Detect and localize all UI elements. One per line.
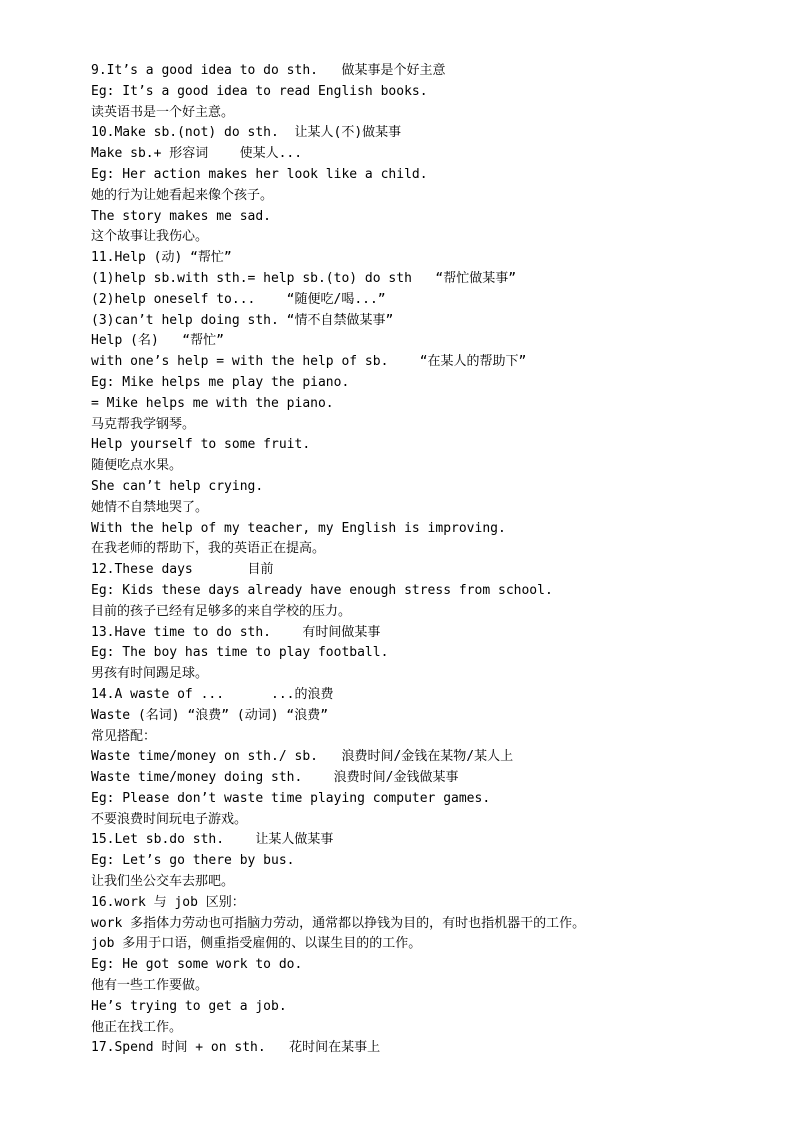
text-line: Waste (名词) “浪费” (动词) “浪费” [91,707,329,723]
text-line: Eg: Let’s go there by bus. [91,853,295,869]
text-line: 15.Let sb.do sth. 让某人做某事 [91,832,334,848]
text-line: 随便吃点水果。 [91,458,183,474]
text-line: 13.Have time to do sth. 有时间做某事 [91,624,381,640]
text-line: 10.Make sb.(not) do sth. 让某人(不)做某事 [91,125,402,141]
text-line: Eg: He got some work to do. [91,957,303,973]
text-line: job 多用于口语，侧重指受雇佣的、以谋生目的的工作。 [91,936,422,952]
text-line: with one’s help = with the help of sb. “在某人的帮助下” [91,354,527,370]
text-line: 9.It’s a good idea to do sth. 做某事是个好主意 [91,63,446,78]
text-line: Eg: Her action makes her look like a child. [91,166,428,182]
text-line: Help yourself to some fruit. [91,437,311,453]
text-line: 不要浪费时间玩电子游戏。 [91,811,248,827]
text-line: 让我们坐公交车去那吧。 [91,874,235,890]
text-line: 常见搭配： [91,728,157,744]
text-line: 在我老师的帮助下，我的英语正在提高。 [91,541,326,557]
text-line: Help (名) “帮忙” [91,333,224,349]
text-line: = Mike helps me with the piano. [91,395,334,411]
text-line: Make sb.+ 形容词 使某人... [91,146,303,162]
text-line: 他有一些工作要做。 [91,978,209,994]
text-line: 12.These days 目前 [91,562,274,578]
text-line: 她情不自禁地哭了。 [91,499,209,515]
text-line: 16.work 与 job 区别： [91,894,245,910]
text-line: (3)can’t help doing sth. “情不自禁做某事” [91,312,394,328]
text-line: 男孩有时间踢足球。 [91,666,209,682]
text-line: (1)help sb.with sth.= help sb.(to) do sth “帮忙做某事” [91,270,517,286]
text-line: 14.A waste of ... ...的浪费 [91,686,334,702]
text-line: 11.Help (动) “帮忙” [91,250,232,266]
text-line: 马克帮我学钢琴。 [91,416,196,432]
text-line: 读英语书是一个好主意。 [91,104,235,120]
text-line: He’s trying to get a job. [91,998,287,1014]
document-body [91,61,781,1059]
text-line: Eg: Kids these days already have enough stress from school. [91,582,553,598]
text-line: 17.Spend 时间 + on sth. 花时间在某事上 [91,1040,381,1056]
text-line: 目前的孩子已经有足够多的来自学校的压力。 [91,603,352,619]
text-line: Eg: It’s a good idea to read English books. [91,83,428,99]
text-line: work 多指体力劳动也可指脑力劳动，通常都以挣钱为目的，有时也指机器干的工作。 [91,915,586,931]
text-line: With the help of my teacher, my English is improving. [91,520,506,536]
text-line: Waste time/money doing sth. 浪费时间/金钱做某事 [91,770,459,786]
text-line: (2)help oneself to... “随便吃/喝...” [91,291,386,307]
text-line: 他正在找工作。 [91,1019,183,1035]
text-line: The story makes me sad. [91,208,272,224]
text-line: 她的行为让她看起来像个孩子。 [91,187,274,203]
text-line: Eg: Please don’t waste time playing computer games. [91,790,491,806]
text-line: She can’t help crying. [91,478,264,494]
text-line: Eg: The boy has time to play football. [91,645,389,661]
text-line: Eg: Mike helps me play the piano. [91,374,350,390]
text-line: 这个故事让我伤心。 [91,229,209,245]
text-line: Waste time/money on sth./ sb. 浪费时间/金钱在某物/某人上 [91,749,514,765]
